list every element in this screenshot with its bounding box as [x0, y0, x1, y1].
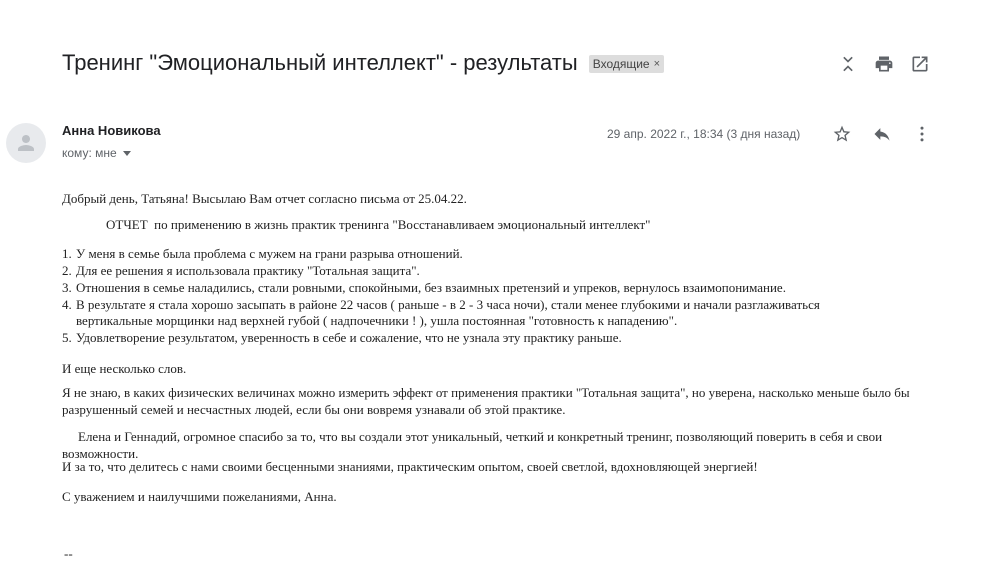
thanks-paragraph: Елена и Геннадий, огромное спасибо за то, что вы создали этот уникальный, четкий и конкретный тренинг, позволяющий поверить в себя и свои возможности.	[62, 429, 883, 461]
signature-separator: --	[64, 546, 73, 561]
list-item: 1. У меня в семье была проблема с мужем на грани разрыва отношений.	[62, 246, 463, 261]
list-item: 5. Удовлетворение результатом, уверенность в себе и сожаление, что не узнала эту практику раньше.	[62, 330, 622, 345]
subject-row	[62, 50, 664, 76]
more-vert-icon[interactable]	[910, 122, 934, 146]
recipient-text: кому: мне	[62, 146, 117, 160]
report-title: ОТЧЕТ по применению в жизнь практик тренинга "Восстанавливаем эмоциональный интеллект"	[106, 217, 651, 232]
recipient-line	[62, 146, 131, 160]
list-item: 3. Отношения в семье наладились, стали ровными, спокойными, без взаимных претензий и упреков, вернулось взаимопонимание.	[62, 280, 786, 295]
inbox-label-chip[interactable]	[589, 55, 664, 73]
reply-icon[interactable]	[870, 122, 894, 146]
remove-label-button[interactable]: ×	[653, 58, 661, 70]
list-item-continuation: вертикальные морщинки над верхней губой ( надпочечники ! ), ушла постоянная "готовность к нападению".	[76, 313, 678, 328]
list-item: 4. В результате я стала хорошо засыпать в районе 22 часов ( раньше - в 2 - 3 часа ночи), стали менее глубокими и начали разглаживаться	[62, 297, 820, 312]
greeting-text: Добрый день, Татьяна! Высылаю Вам отчет согласно письма от 25.04.22.	[62, 191, 467, 206]
thread-toolbar	[836, 52, 944, 76]
sender-name[interactable]: Анна Новикова	[62, 123, 161, 138]
list-item: 2. Для ее решения я использовала практику "Тотальная защита".	[62, 263, 420, 278]
email-subject: Тренинг "Эмоциональный интеллект" - результаты	[62, 50, 578, 75]
person-icon	[14, 131, 38, 155]
body-paragraph: Я не знаю, в каких физических величинах можно измерить эффект от применения практики "Тотальная защита", но уверена, насколько меньше было бы разрушенный семей и несчастных людей, если бы они вовремя узнавали об этой практике.	[62, 385, 910, 417]
more-words-text: И еще несколько слов.	[62, 361, 187, 376]
results-list	[62, 245, 942, 346]
sender-avatar[interactable]	[6, 123, 46, 163]
body-paragraph: И за то, что делитесь с нами своими бесценными знаниями, практическим опытом, своей светлой, вдохновляющей энергией!	[62, 459, 758, 474]
unfold-less-icon[interactable]	[836, 52, 860, 76]
print-icon[interactable]	[872, 52, 896, 76]
message-date: 29 апр. 2022 г., 18:34 (3 дня назад)	[607, 127, 801, 141]
star-icon[interactable]	[830, 122, 854, 146]
open-in-new-icon[interactable]	[908, 52, 932, 76]
label-text: Входящие	[592, 57, 650, 71]
message-actions	[830, 122, 950, 146]
show-details-chevron-icon[interactable]	[123, 151, 131, 156]
signature: С уважением и наилучшими пожеланиями, Анна.	[62, 489, 337, 504]
